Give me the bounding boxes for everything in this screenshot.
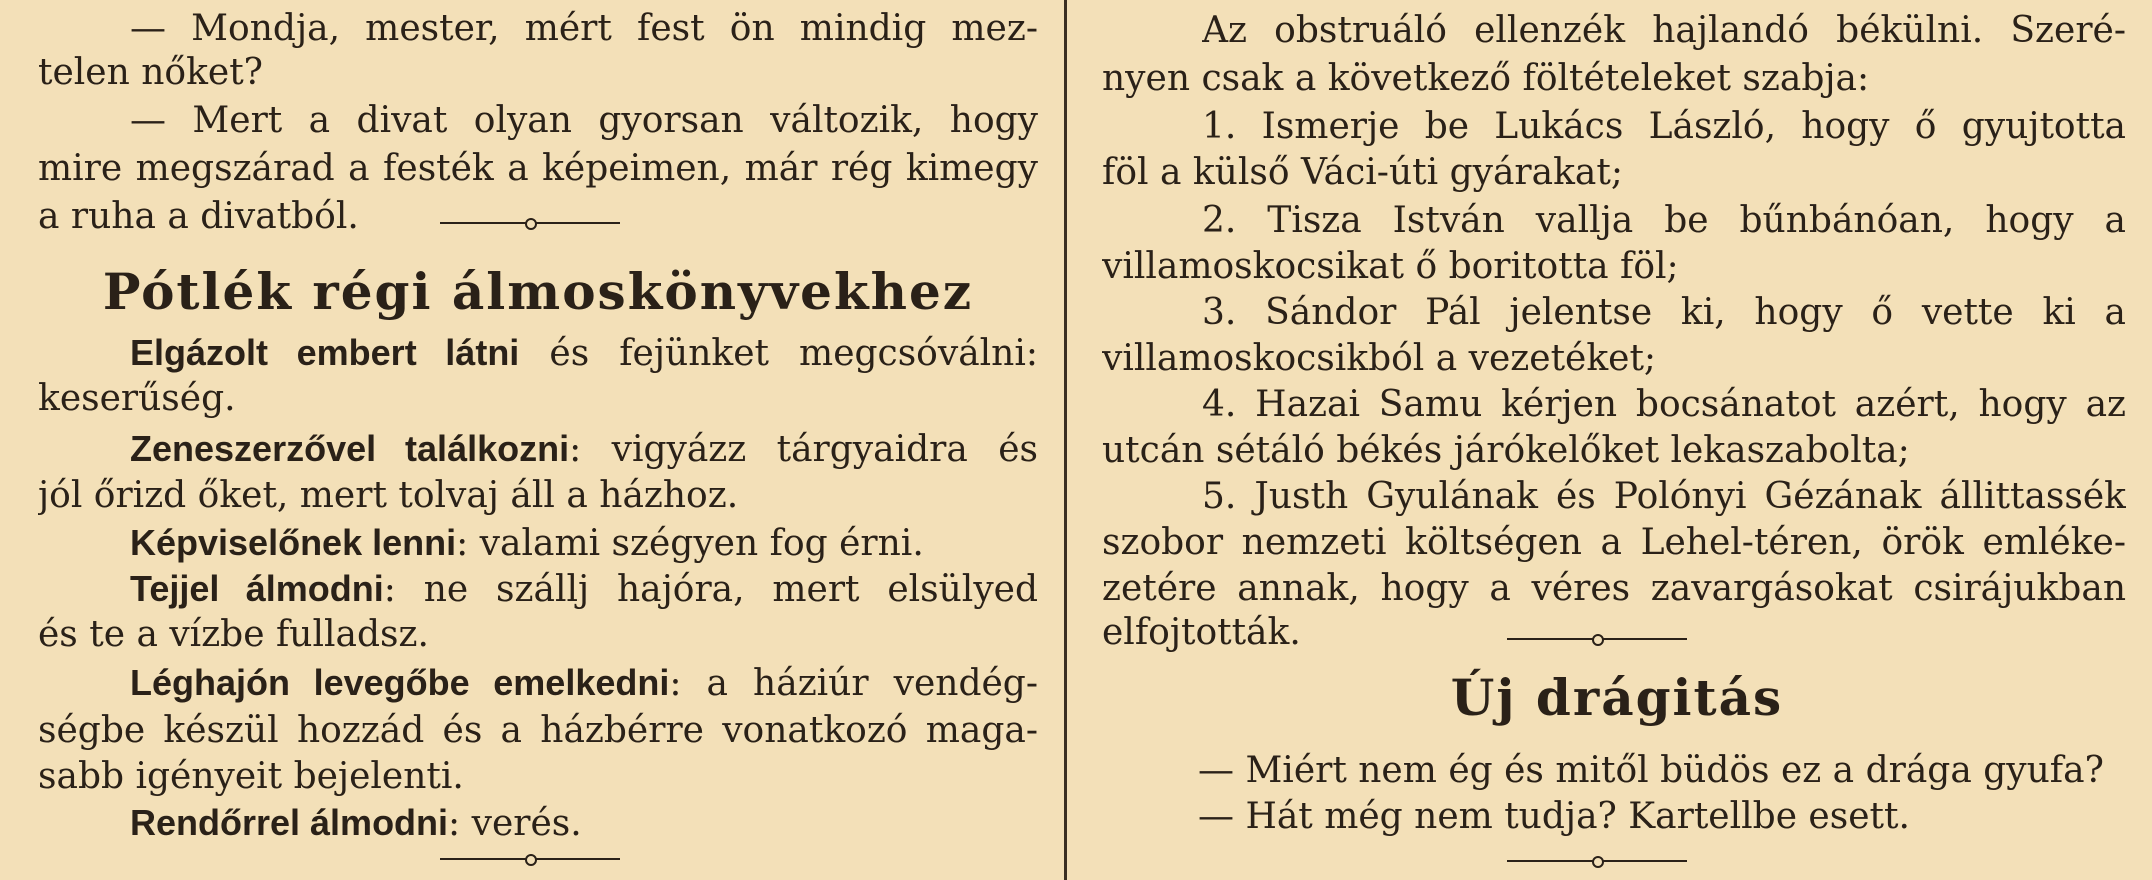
dream-meaning: : ne szállj hajóra, mert elsülyed (383, 569, 1038, 610)
condition-line: elfojtották. (1102, 612, 1301, 653)
dream-meaning-cont: keserűség. (38, 378, 236, 419)
intro-line: Az obstruáló ellenzék hajlandó békülni. Szeré- (1202, 10, 2126, 51)
condition-line: villamoskocsikat ő boritotta föl; (1102, 246, 1679, 287)
section-heading: Új drágitás (1450, 668, 1784, 727)
dialog-line: a ruha a divatból. (38, 196, 359, 237)
dream-meaning-cont: ségbe készül hozzád és a házbérre vonatkozó maga- (38, 710, 1038, 751)
section-separator (1507, 636, 1687, 642)
dream-entry (130, 802, 1058, 845)
condition-line: utcán sétáló békés járókelőket lekaszabolta; (1102, 430, 1910, 471)
dream-entry (130, 662, 1038, 705)
dream-keyword: Léghajón levegőbe emelkedni (130, 662, 670, 703)
dialog-line: telen nőket? (38, 52, 263, 93)
dream-meaning: : valami szégyen fog érni. (456, 523, 924, 564)
condition-line: 5. Justh Gyulának és Polónyi Gézának állittassék (1202, 476, 2126, 517)
dialog-line: — Mert a divat olyan gyorsan változik, hogy (130, 100, 1038, 141)
dream-meaning: : verés. (448, 803, 582, 844)
dream-keyword: Rendőrrel álmodni (130, 802, 449, 843)
condition-line: 2. Tisza István vallja be bűnbánóan, hogy a (1202, 200, 2126, 241)
condition-line: 3. Sándor Pál jelentse ki, hogy ő vette ki a (1202, 292, 2126, 333)
left-column (0, 0, 1058, 880)
section-heading: Pótlék régi álmoskönyvekhez (102, 262, 974, 321)
section-separator (440, 220, 620, 226)
dialog-line: — Mondja, mester, mért fest ön mindig mez- (130, 8, 1038, 49)
dialog-line: — Hát még nem tudja? Kartellbe esett. (1198, 796, 1910, 837)
dream-meaning: és fejünket megcsóválni: (519, 333, 1038, 374)
column-rule (1064, 0, 1067, 880)
intro-line: nyen csak a következő föltételeket szabja: (1102, 58, 1870, 99)
dream-keyword: Zeneszerzővel találkozni (130, 428, 570, 469)
dialog-line: mire megszárad a festék a képeimen, már rég kimegy (38, 148, 1038, 189)
dream-entry (130, 332, 1038, 375)
dream-meaning-cont: és te a vízbe fulladsz. (38, 614, 429, 655)
condition-line: zetére annak, hogy a véres zavargásokat csirájukban (1102, 568, 2126, 609)
dream-keyword: Elgázolt embert látni (130, 332, 520, 373)
condition-line: föl a külső Váci-úti gyárakat; (1102, 152, 1623, 193)
dream-meaning-cont: sabb igényeit bejelenti. (38, 756, 464, 797)
right-column (1072, 0, 2142, 880)
dream-entry (130, 568, 1038, 611)
dialog-line: — Miért nem ég és mitől büdös ez a drága gyufa? (1198, 750, 2104, 791)
dream-meaning-cont: jól őrizd őket, mert tolvaj áll a házhoz. (38, 475, 739, 516)
condition-line: villamoskocsikból a vezetéket; (1102, 338, 1657, 379)
dream-meaning: : a háziúr vendég- (669, 663, 1038, 704)
dream-meaning: : vigyázz tárgyaidra és (569, 429, 1038, 470)
dream-entry (130, 428, 1038, 471)
dream-keyword: Képviselőnek lenni (130, 522, 457, 563)
section-separator (1507, 858, 1687, 864)
section-separator (440, 856, 620, 862)
dream-entry (130, 522, 1058, 565)
condition-line: szobor nemzeti költségen a Lehel-téren, örök emléke- (1102, 522, 2126, 563)
dream-keyword: Tejjel álmodni (130, 568, 384, 609)
condition-line: 4. Hazai Samu kérjen bocsánatot azért, hogy az (1202, 384, 2126, 425)
condition-line: 1. Ismerje be Lukács László, hogy ő gyujtotta (1202, 106, 2126, 147)
